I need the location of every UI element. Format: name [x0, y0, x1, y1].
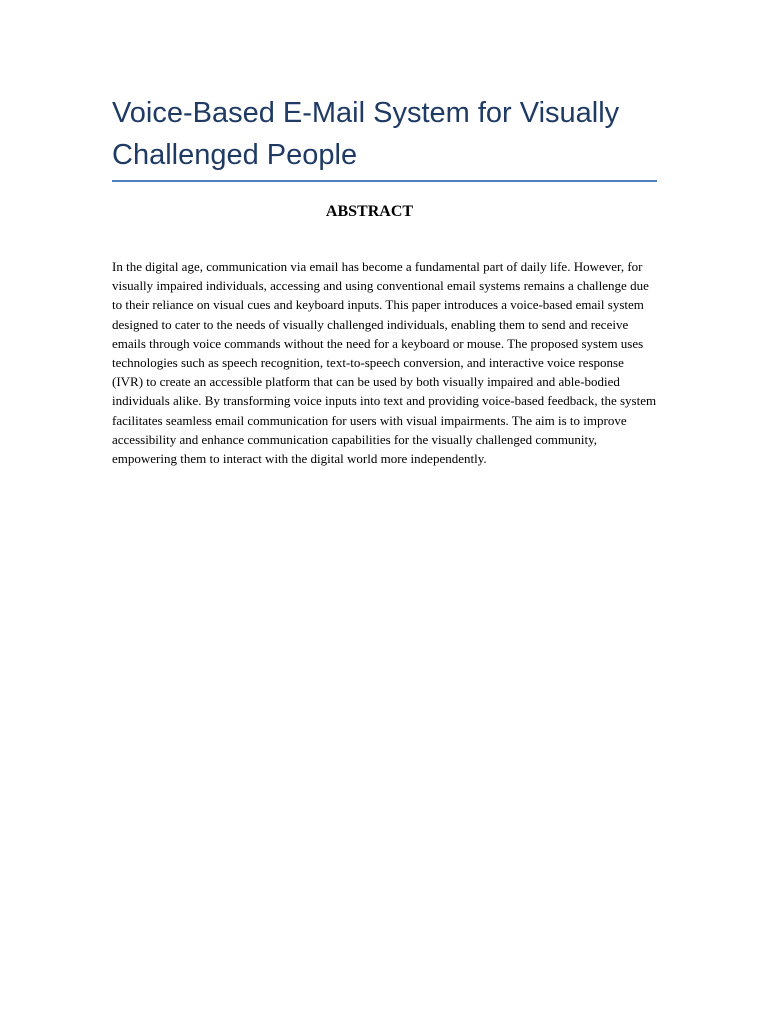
abstract-heading: ABSTRACT [325, 203, 414, 220]
paper-title: Voice-Based E-Mail System for Visually Challenged People [112, 97, 620, 171]
title-divider [112, 180, 657, 182]
abstract-paragraph: In the digital age, communication via email has become a fundamental part of daily life. However, for visually impaired individuals, accessing and using conventional email systems remains a challenge due to their reliance on visual cues and keyboard inputs. This paper introduces a voice-based email system designed to cater to the needs of visually challenged individuals, enabling them to send and receive emails through voice commands without the need for a keyboard or mouse. The proposed system uses technologies such as speech recognition, text-to-speech conversion, and interactive voice response (IVR) to create an accessible platform that can be used by both visually impaired and able-bodied individuals alike. By transforming voice inputs into text and providing voice-based feedback, the system facilitates seamless email communication for users with visual impairments. The aim is to improve accessibility and enhance communication capabilities for the visually challenged community, empowering them to interact with the digital world more independently. [112, 259, 657, 467]
title-block [112, 92, 657, 176]
